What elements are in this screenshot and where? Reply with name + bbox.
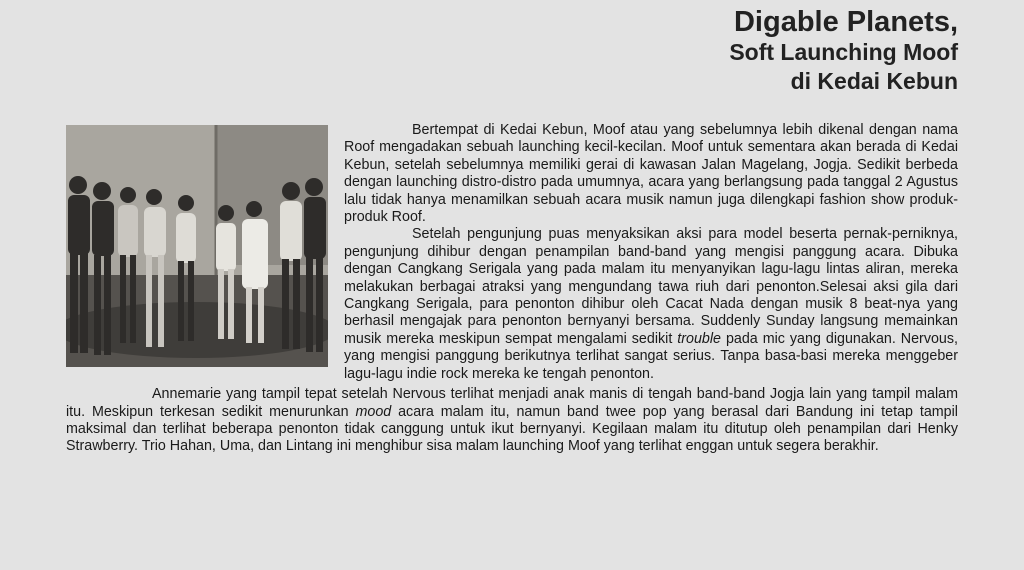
article-body — [66, 122, 958, 456]
italic-word: mood — [355, 403, 392, 420]
italic-word: trouble — [677, 330, 721, 347]
title-line-3: di Kedai Kebun — [790, 68, 958, 94]
paragraph-1: Bertempat di Kedai Kebun, Moof atau yang sebelumnya lebih dikenal dengan nama Roof mengadakan sebuah launching kecil-kecilan. Moof untuk sementara akan berada di Kedai Kebun, setelah sebelumnya memiliki gerai di kawasan Jalan Magelang, Jogja. Sedikit berbeda dengan launching distro-distro pada umumnya, acara yang berlangsung pada tanggal 2 Agustus lalu tidak hanya menamilkan sebuah acara musik namun juga dilengkapi fashion show produk-produk Roof. — [344, 122, 958, 226]
paragraph-2: Setelah pengunjung puas menyaksikan aksi para model beserta pernak-perniknya, pengunjung dihibur dengan penampilan band-band yang mengisi panggung acara. Dibuka dengan Cangkang Serigala yang pada malam itu menyanyikan lagu-lagu lintas aliran, mereka melakukan berbagai atraksi yang mengundang tawa riuh dari penonton.Selesai aksi gila dari Cangkang Serigala, para penonton dihibur oleh Cacat Nada dengan musik 8 beat-nya yang berhasil mengajak para penonton bernyanyi bersama. Suddenly Sunday langsung memainkan musik mereka meskipun sempat mengalami sedikit trouble pada mic yang digunakan. Nervous, yang mengisi panggung berikutnya terlihat sangat serius. Tanpa basa-basi mereka menggeber lagu-lagu indie rock mereka ke tengah penonton. — [344, 226, 958, 382]
paragraph-3: Annemarie yang tampil tepat setelah Nervous terlihat menjadi anak manis di tengah band-band Jogja lain yang tampil malam itu. Meskipun terkesan sedikit menurunkan mood acara malam itu, namun band twee pop yang berasal dari Bandung ini tetap tampil maksimal dan terlihat beberapa penonton tidak canggung untuk ikut bernyanyi. Kegilaan malam itu ditutup oleh penampilan dari Henky Strawberry. Trio Hahan, Uma, dan Lintang ini menghibur sisa malam launching Moof yang terlihat enggan untuk segera berakhir. — [66, 386, 958, 455]
title-line-1: Digable Planets, — [733, 6, 958, 38]
title-line-2: Soft Launching Moof — [729, 39, 958, 65]
article-title — [729, 6, 958, 96]
